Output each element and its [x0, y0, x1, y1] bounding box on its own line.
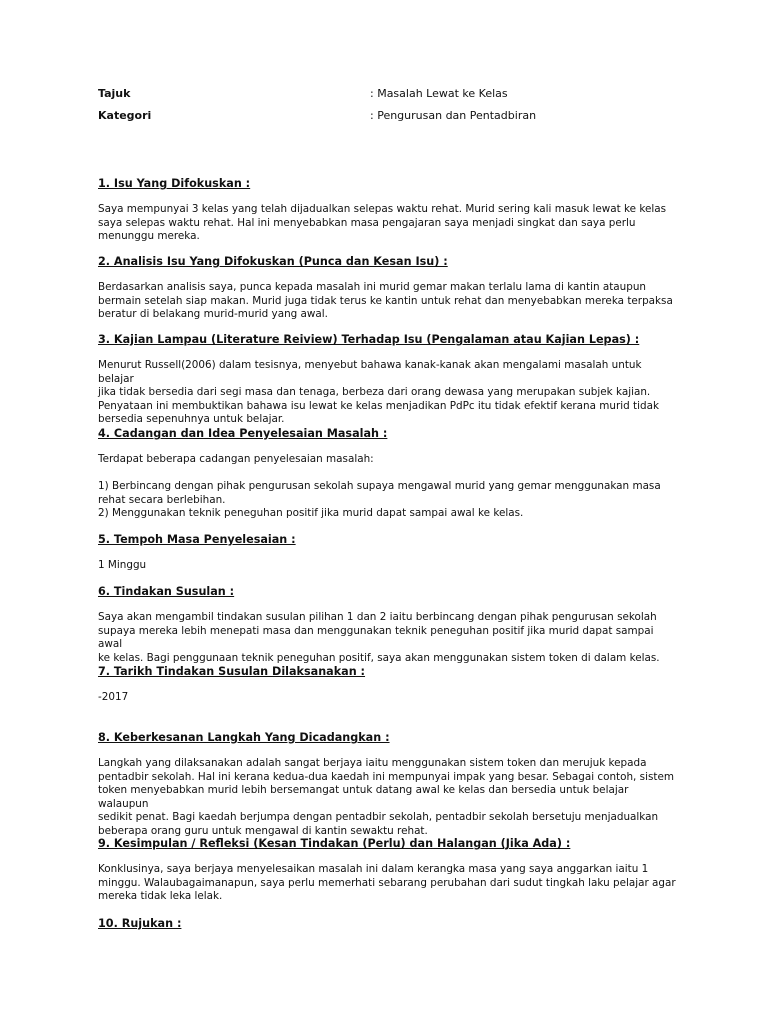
- section-heading: 7. Tarikh Tindakan Susulan Dilaksanakan :: [98, 665, 366, 678]
- section-body: Berdasarkan analisis saya, punca kepada masalah ini murid gemar makan terlalu lama di kantin ataupun bermain setelah siap makan. Murid juga tidak terus ke kantin untuk rehat dan menyebabkan mereka terpaksa beratur di belakang murid-murid yang awal.: [98, 281, 673, 321]
- section-heading: 6. Tindakan Susulan :: [98, 585, 235, 598]
- section-5: [98, 532, 678, 573]
- section-body: -2017: [98, 691, 129, 703]
- section-9: [98, 836, 678, 904]
- section-heading: 3. Kajian Lampau (Literature Reiview) Terhadap Isu (Pengalaman atau Kajian Lepas) :: [98, 333, 640, 346]
- section-heading: 1. Isu Yang Difokuskan :: [98, 177, 251, 190]
- section-body: Langkah yang dilaksanakan adalah sangat berjaya iaitu menggunakan sistem token dan merujuk kepada pentadbir sekolah. Hal ini kerana kedua-dua kaedah ini mempunyai impak yang besar. Sebagai contoh, sistem token menyebabkan murid lebih bersemangat untuk datang awal ke kelas dan bersedia untuk belajar walaupun sedikit penat. Bagi kaedah berjumpa dengan pentadbir sekolah, pentadbir sekolah bersetuju menjadualkan beberapa orang guru untuk mengawal di kantin sewaktu rehat.: [98, 757, 674, 837]
- kategori-value: : Pengurusan dan Pentadbiran: [370, 109, 537, 122]
- section-heading: 4. Cadangan dan Idea Penyelesaian Masalah :: [98, 427, 388, 440]
- section-heading: 9. Kesimpulan / Refleksi (Kesan Tindakan (Perlu) dan Halangan (Jika Ada) :: [98, 837, 571, 850]
- section-6: [98, 584, 678, 665]
- meta-row-tajuk: [98, 86, 678, 102]
- section-heading: 2. Analisis Isu Yang Difokuskan (Punca dan Kesan Isu) :: [98, 255, 448, 268]
- section-10: [98, 916, 678, 932]
- section-4: [98, 426, 678, 521]
- section-body: Konklusinya, saya berjaya menyelesaikan masalah ini dalam kerangka masa yang saya anggarkan iaitu 1 minggu. Walaubagaimanapun, saya perlu memerhati sebarang perubahan dari sudut tingkah laku pelajar agar mereka tidak leka lelak.: [98, 863, 676, 903]
- section-body: Menurut Russell(2006) dalam tesisnya, menyebut bahawa kanak-kanak akan mengalami masalah untuk belajar jika tidak bersedia dari segi masa dan tenaga, berbeza dari orang dewasa yang merupakan subjek kajian. Penyataan ini membuktikan bahawa isu lewat ke kelas menjadikan PdPc itu tidak efektif kerana murid tidak bersedia sepenuhnya untuk belajar.: [98, 359, 659, 426]
- section-heading: 10. Rujukan :: [98, 917, 182, 930]
- kategori-label: Kategori: [98, 109, 152, 122]
- meta-row-kategori: [98, 108, 678, 124]
- section-2: [98, 254, 678, 322]
- section-body: Terdapat beberapa cadangan penyelesaian masalah: 1) Berbincang dengan pihak pengurusan sekolah supaya mengawal murid yang gemar menggunakan masa rehat secara berlebihan. 2) Menggunakan teknik peneguhan positif jika murid dapat sampai awal ke kelas.: [98, 453, 661, 520]
- tajuk-value: : Masalah Lewat ke Kelas: [370, 87, 508, 100]
- section-8: [98, 730, 678, 839]
- section-1: [98, 176, 678, 244]
- tajuk-label: Tajuk: [98, 87, 131, 100]
- document-page: [98, 0, 678, 1024]
- section-3: [98, 332, 678, 427]
- section-body: Saya mempunyai 3 kelas yang telah dijadualkan selepas waktu rehat. Murid sering kali masuk lewat ke kelas saya selepas waktu rehat. Hal ini menyebabkan masa pengajaran saya menjadi singkat dan saya perlu menunggu mereka.: [98, 203, 667, 243]
- section-heading: 8. Keberkesanan Langkah Yang Dicadangkan :: [98, 731, 390, 744]
- section-body: 1 Minggu: [98, 559, 147, 571]
- section-heading: 5. Tempoh Masa Penyelesaian :: [98, 533, 296, 546]
- section-body: Saya akan mengambil tindakan susulan pilihan 1 dan 2 iaitu berbincang dengan pihak pengurusan sekolah supaya mereka lebih menepati masa dan menggunakan teknik peneguhan positif jika murid dapat sampai awal ke kelas. Bagi penggunaan teknik peneguhan positif, saya akan menggunakan sistem token di dalam kelas.: [98, 611, 660, 664]
- section-7: [98, 664, 678, 705]
